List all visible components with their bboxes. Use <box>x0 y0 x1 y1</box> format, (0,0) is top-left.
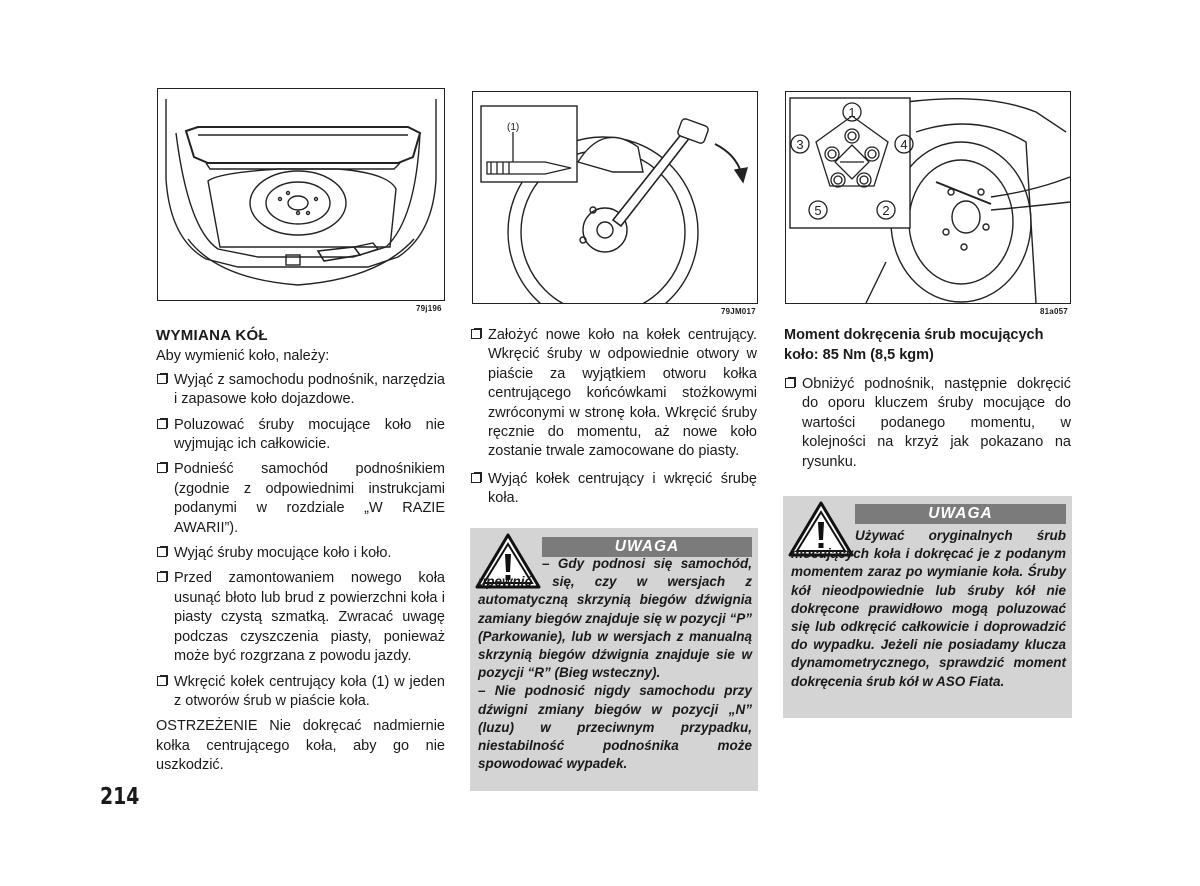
warning-title: UWAGA <box>855 504 1066 524</box>
list-item: Przed zamontowaniem nowego koła usunąć błoto lub brud z powierzchni koła i piasty czystą szmatką. Zwracać uwagę podczas czyszczenia piasty, ponieważ może być rozgrzana z powodu jazdy. <box>156 569 445 666</box>
warning-paragraph-1: Używać oryginalnych śrub mocujących koła i dokręcać je z podanym momentem zaraz po wymianie koła. Śruby kół nieodpowiednie lub śruby kół nie dokręcone prawidłowo mogą poluzować się lub odkręcić całkowicie i doprowadzić do wypadku. Jeżeli nie posiadamy klucza dynamometrycznego, sprawdzić moment dokręcenia śrub kół w ASO Fiata. <box>791 528 1066 689</box>
list-item: Wyjąć z samochodu podnośnik, narzędzia i zapasowe koło dojazdowe. <box>156 371 445 410</box>
column-2 <box>470 326 757 515</box>
note-paragraph <box>156 717 445 775</box>
warning-box <box>783 496 1072 718</box>
checkbox-bullet-icon <box>471 329 481 339</box>
figure-centering-pin <box>472 91 758 304</box>
steps-list <box>784 375 1071 472</box>
list-item: Założyć nowe koło na kołek centrujący. Wkręcić śruby w odpowiednie otwory w piaście za wyjątkiem otworu kołka centrującego końcówkami stożkowymi zwróconymi w stronę koła. Wkręcić śruby ręcznie do momentu, aż nowe koło zostanie trwale zamocowane do piasty. <box>470 326 757 462</box>
column-3 <box>784 326 1071 478</box>
callout-label-1: (1) <box>507 122 520 133</box>
checkbox-bullet-icon <box>157 374 167 384</box>
checkbox-bullet-icon <box>157 547 167 557</box>
checkbox-bullet-icon <box>157 463 167 473</box>
list-item: Poluzować śruby mocujące koło nie wyjmując ich całkowicie. <box>156 416 445 455</box>
note-text: Nie dokręcać nadmiernie kołka centrującego koła, aby go nie uszkodzić. <box>156 718 445 774</box>
warning-box <box>470 528 758 791</box>
bolt-order-illustration <box>786 92 1070 303</box>
bolt-label-2: 2 <box>882 203 890 218</box>
checkbox-bullet-icon <box>471 473 481 483</box>
page-number: 214 <box>100 784 140 810</box>
intro-text: Aby wymienić koło, należy: <box>156 348 330 365</box>
bolt-label-5: 5 <box>814 203 822 218</box>
figure-code: 81a057 <box>1040 307 1068 316</box>
warning-paragraph-1: – Gdy podnosi się samochód, upewnić się, czy w wersjach z automatyczną skrzynią biegów dźwignia zamiany biegów znajduje się w pozycji “P” (Parkowanie), lub w wersjach z manualną skrzynią biegów dźwignia znajduje sie w pozycji “R” (Bieg wsteczny). <box>478 556 752 681</box>
warning-title: UWAGA <box>542 537 752 557</box>
section-title: WYMIANA KÓŁ <box>156 327 268 344</box>
column-1 <box>156 326 445 776</box>
checkbox-bullet-icon <box>157 419 167 429</box>
note-label: OSTRZEŻENIE <box>156 718 258 735</box>
figure-code: 79JM017 <box>721 307 756 316</box>
checkbox-bullet-icon <box>157 572 167 582</box>
checkbox-bullet-icon <box>785 378 795 388</box>
trunk-illustration <box>158 89 444 300</box>
checkbox-bullet-icon <box>157 676 167 686</box>
warning-text <box>791 527 1066 691</box>
list-item: Wyjąć kołek centrujący i wkręcić śrubę koła. <box>470 470 757 509</box>
figure-bolt-order <box>785 91 1071 304</box>
figure-trunk-spare-wheel <box>157 88 445 301</box>
list-item: Obniżyć podnośnik, następnie dokręcić do oporu kluczem śruby mocujące do wartości podanego momentu, w kolejności na krzyż jak pokazano na rysunku. <box>784 375 1071 472</box>
warning-paragraph-2: – Nie podnosić nigdy samochodu przy dźwigni zmiany biegów w pozycji „N” (luzu) w przeciwnym przypadku, niestabilność podnośnika może spowodować wypadek. <box>478 683 752 772</box>
list-item: Wyjąć śruby mocujące koło i koło. <box>156 544 445 563</box>
figure-code: 79j196 <box>416 304 442 313</box>
list-item: Podnieść samochód podnośnikiem (zgodnie z odpowiednimi instrukcjami podanymi w rozdziale „W RAZIE AWARII”). <box>156 460 445 538</box>
list-item: Wkręcić kołek centrujący koła (1) w jeden z otworów śrub w piaście koła. <box>156 673 445 712</box>
steps-list <box>156 371 445 712</box>
steps-list <box>470 326 757 509</box>
bolt-label-4: 4 <box>900 137 908 152</box>
bolt-label-3: 3 <box>796 137 804 152</box>
warning-text <box>478 555 752 773</box>
bolt-label-1: 1 <box>848 105 856 120</box>
torque-heading: Moment dokręcenia śrub mocujących koło: 85 Nm (8,5 kgm) <box>784 327 1044 363</box>
